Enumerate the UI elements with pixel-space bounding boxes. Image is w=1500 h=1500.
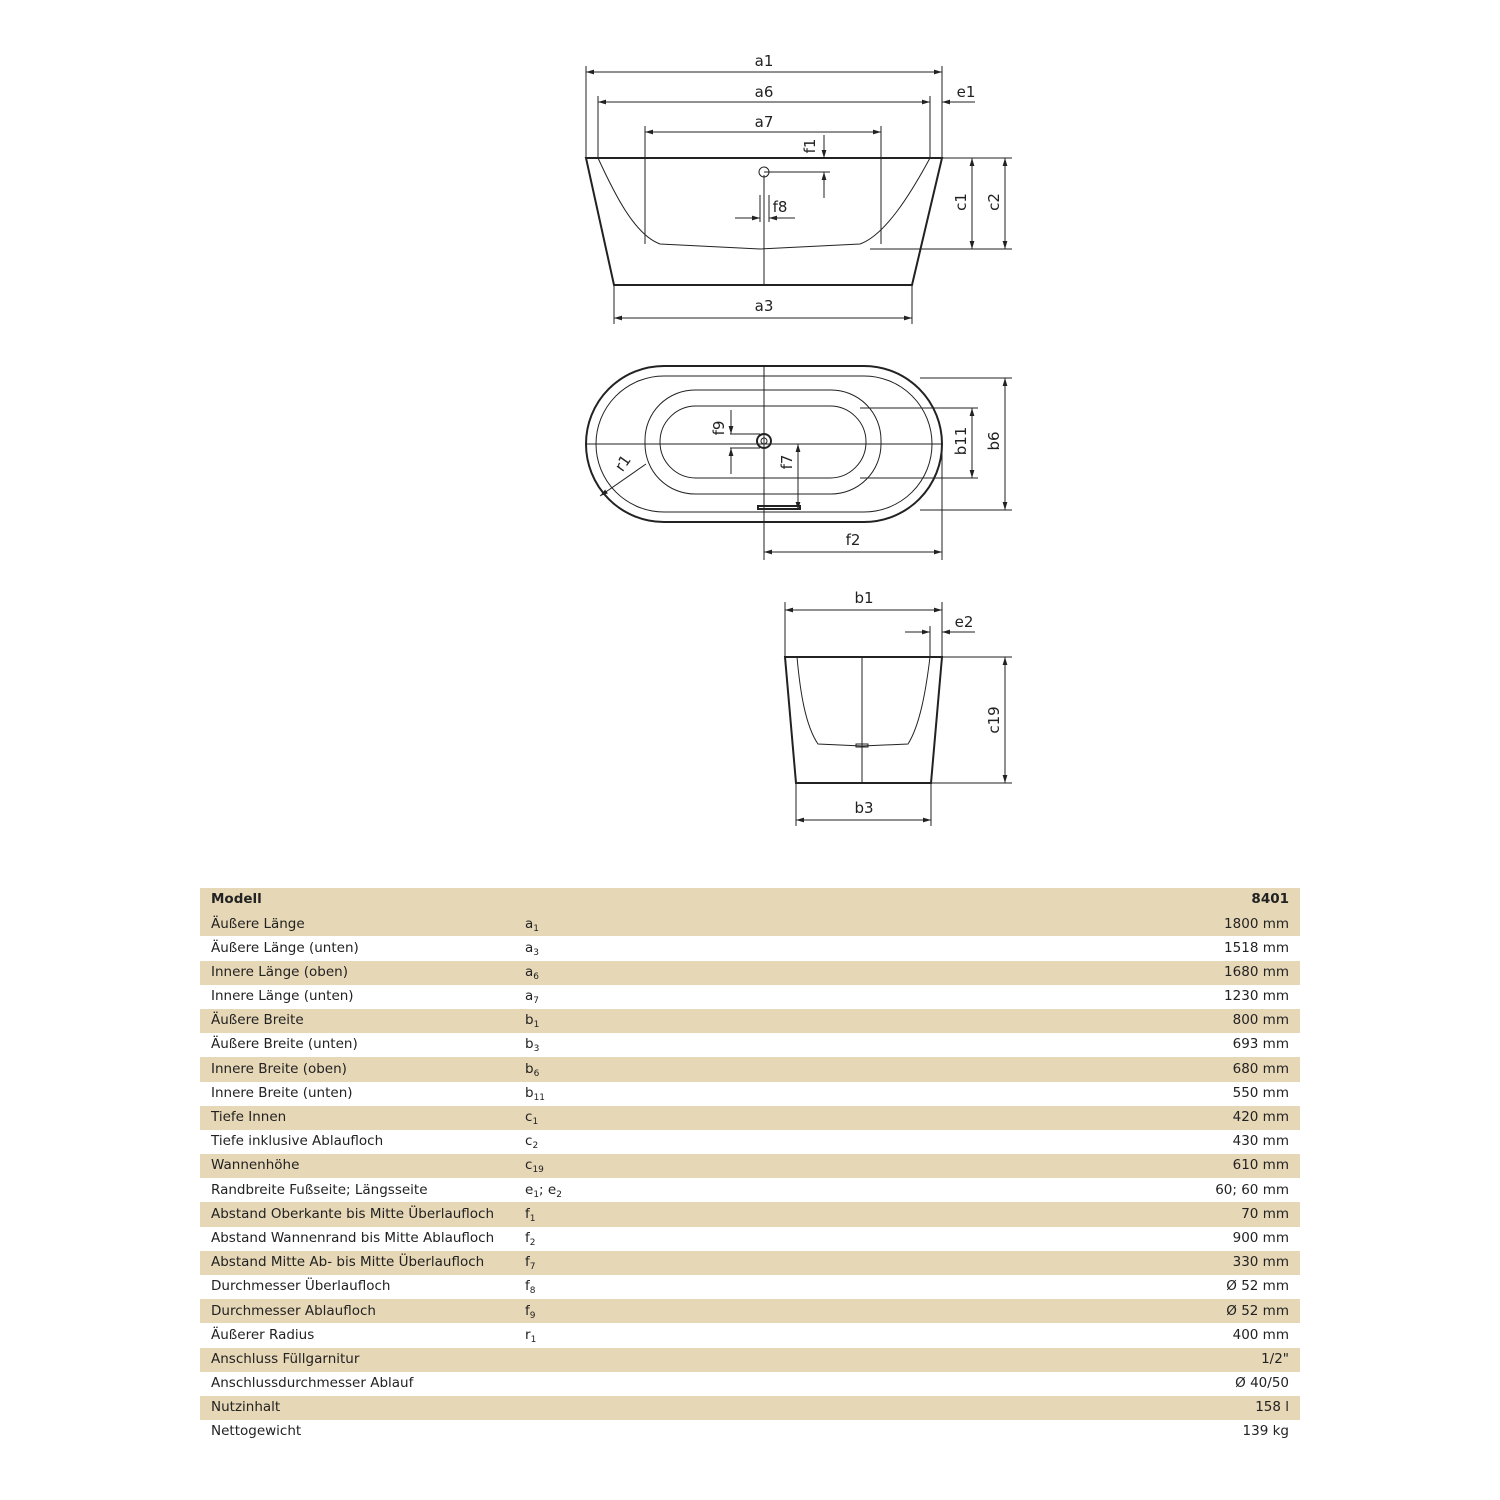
- table-row: [200, 1009, 1300, 1033]
- row-symbol: $b_1$: [514, 1009, 656, 1033]
- label-a7: a7: [754, 113, 774, 131]
- row-symbol: [514, 1396, 656, 1420]
- table-row: [200, 1057, 1300, 1081]
- row-symbol: $e_1$; $e_2$: [525, 1181, 562, 1200]
- row-symbol: $f_1$: [514, 1202, 656, 1226]
- row-symbol: $f_7$: [514, 1251, 656, 1275]
- row-value: 420 mm: [656, 1106, 1300, 1130]
- table-row: [200, 985, 1300, 1009]
- row-label: Durchmesser Ablaufloch: [200, 1299, 514, 1323]
- row-symbol: $c_1$: [514, 1106, 656, 1130]
- label-b1: b1: [854, 589, 874, 607]
- row-symbol: $c_{19}$: [514, 1154, 656, 1178]
- row-value: 900 mm: [1232, 1229, 1289, 1246]
- row-value: 610 mm: [656, 1154, 1300, 1178]
- table-row: [200, 1130, 1300, 1154]
- row-value: 139 kg: [1242, 1423, 1289, 1440]
- row-label: Innere Länge (oben): [200, 961, 514, 985]
- row-symbol: $b_6$: [514, 1057, 656, 1081]
- spec-table: [200, 888, 1300, 1444]
- table-row: [200, 1033, 1300, 1057]
- header-value: 8401: [656, 888, 1300, 912]
- label-a1: a1: [754, 52, 774, 70]
- row-label: Innere Breite (oben): [200, 1057, 514, 1081]
- row-label: Nettogewicht: [211, 1423, 302, 1440]
- label-c1: c1: [952, 193, 970, 211]
- row-value: 1800 mm: [656, 912, 1300, 936]
- row-label: Wannenhöhe: [200, 1154, 514, 1178]
- label-a3: a3: [754, 297, 774, 315]
- header-label: Modell: [200, 888, 514, 912]
- row-value: 680 mm: [656, 1057, 1300, 1081]
- label-f2: f2: [845, 531, 861, 549]
- table-row: [200, 1299, 1300, 1323]
- label-b3: b3: [854, 799, 874, 817]
- table-header-row: [200, 888, 1300, 912]
- row-value: 693 mm: [1232, 1036, 1289, 1053]
- table-row: [200, 1323, 1300, 1347]
- label-f8: f8: [772, 198, 788, 216]
- row-symbol: $a_1$: [514, 912, 656, 936]
- row-value: 70 mm: [656, 1202, 1300, 1226]
- row-label: Abstand Wannenrand bis Mitte Ablaufloch: [211, 1229, 495, 1246]
- row-label: Äußere Länge (unten): [211, 939, 359, 956]
- row-value: 800 mm: [656, 1009, 1300, 1033]
- row-value: 330 mm: [656, 1251, 1300, 1275]
- row-value: 60; 60 mm: [1215, 1181, 1289, 1198]
- table-row: [200, 1372, 1300, 1396]
- row-label: Äußere Breite: [200, 1009, 514, 1033]
- table-row: [200, 912, 1300, 936]
- row-label: Anschluss Füllgarnitur: [200, 1348, 514, 1372]
- row-value: 1/2": [656, 1348, 1300, 1372]
- label-f7: f7: [778, 454, 796, 470]
- label-b6: b6: [985, 431, 1003, 451]
- table-row: [200, 1154, 1300, 1178]
- row-label: Tiefe inklusive Ablaufloch: [211, 1133, 384, 1150]
- label-r1: r1: [611, 451, 635, 475]
- row-symbol: $f_2$: [525, 1229, 536, 1248]
- table-row: [200, 1396, 1300, 1420]
- row-symbol: [514, 1372, 656, 1396]
- row-value: Ø 40/50: [1235, 1375, 1289, 1392]
- side-view-short: [785, 589, 1012, 826]
- row-symbol: $b_3$: [525, 1036, 540, 1055]
- table-row: [200, 1251, 1300, 1275]
- table-row: [200, 1348, 1300, 1372]
- row-label: Innere Breite (unten): [211, 1084, 353, 1101]
- label-c2: c2: [985, 193, 1003, 211]
- row-symbol: $f_8$: [525, 1278, 536, 1297]
- row-label: Äußere Länge: [200, 912, 514, 936]
- label-c19: c19: [985, 706, 1003, 734]
- row-value: 430 mm: [1232, 1133, 1289, 1150]
- row-symbol: $r_1$: [525, 1326, 537, 1345]
- table-row: [200, 1106, 1300, 1130]
- row-symbol: $b_{11}$: [525, 1084, 546, 1103]
- row-value: 1518 mm: [1224, 939, 1289, 956]
- table-row: [200, 1178, 1300, 1202]
- label-e2: e2: [954, 613, 974, 631]
- row-label: Abstand Oberkante bis Mitte Überlaufloch: [200, 1202, 514, 1226]
- table-row: [200, 1082, 1300, 1106]
- table-row: [200, 1202, 1300, 1226]
- row-symbol: $a_7$: [525, 988, 540, 1007]
- table-row: [200, 1420, 1300, 1444]
- row-label: Anschlussdurchmesser Ablauf: [211, 1375, 414, 1392]
- row-label: Innere Länge (unten): [211, 988, 354, 1005]
- row-value: Ø 52 mm: [1226, 1278, 1289, 1295]
- row-label: Tiefe Innen: [200, 1106, 514, 1130]
- side-view-long: [586, 52, 1012, 324]
- table-row: [200, 936, 1300, 960]
- row-value: 550 mm: [1232, 1084, 1289, 1101]
- row-label: Abstand Mitte Ab- bis Mitte Überlaufloch: [200, 1251, 514, 1275]
- row-symbol: $f_9$: [514, 1299, 656, 1323]
- table-row: [200, 1227, 1300, 1251]
- row-value: 400 mm: [1232, 1326, 1289, 1343]
- row-symbol: [514, 1348, 656, 1372]
- row-value: Ø 52 mm: [656, 1299, 1300, 1323]
- label-a6: a6: [754, 83, 774, 101]
- table-row: [200, 961, 1300, 985]
- row-symbol: [514, 1420, 656, 1444]
- row-symbol: $a_6$: [514, 961, 656, 985]
- label-e1: e1: [956, 83, 976, 101]
- row-value: 1680 mm: [656, 961, 1300, 985]
- row-label: Durchmesser Überlaufloch: [211, 1278, 391, 1295]
- row-label: Nutzinhalt: [200, 1396, 514, 1420]
- row-value: 1230 mm: [1224, 988, 1289, 1005]
- row-label: Äußerer Radius: [211, 1326, 315, 1343]
- top-view: [586, 366, 1012, 560]
- label-f1: f1: [801, 138, 819, 154]
- row-label: Randbreite Fußseite; Längsseite: [211, 1181, 428, 1198]
- row-value: 158 l: [656, 1396, 1300, 1420]
- label-f9: f9: [710, 420, 728, 436]
- row-symbol: $c_2$: [525, 1133, 539, 1152]
- label-b11: b11: [952, 426, 970, 456]
- row-symbol: $a_3$: [525, 939, 540, 958]
- row-label: Äußere Breite (unten): [211, 1036, 358, 1053]
- table-row: [200, 1275, 1300, 1299]
